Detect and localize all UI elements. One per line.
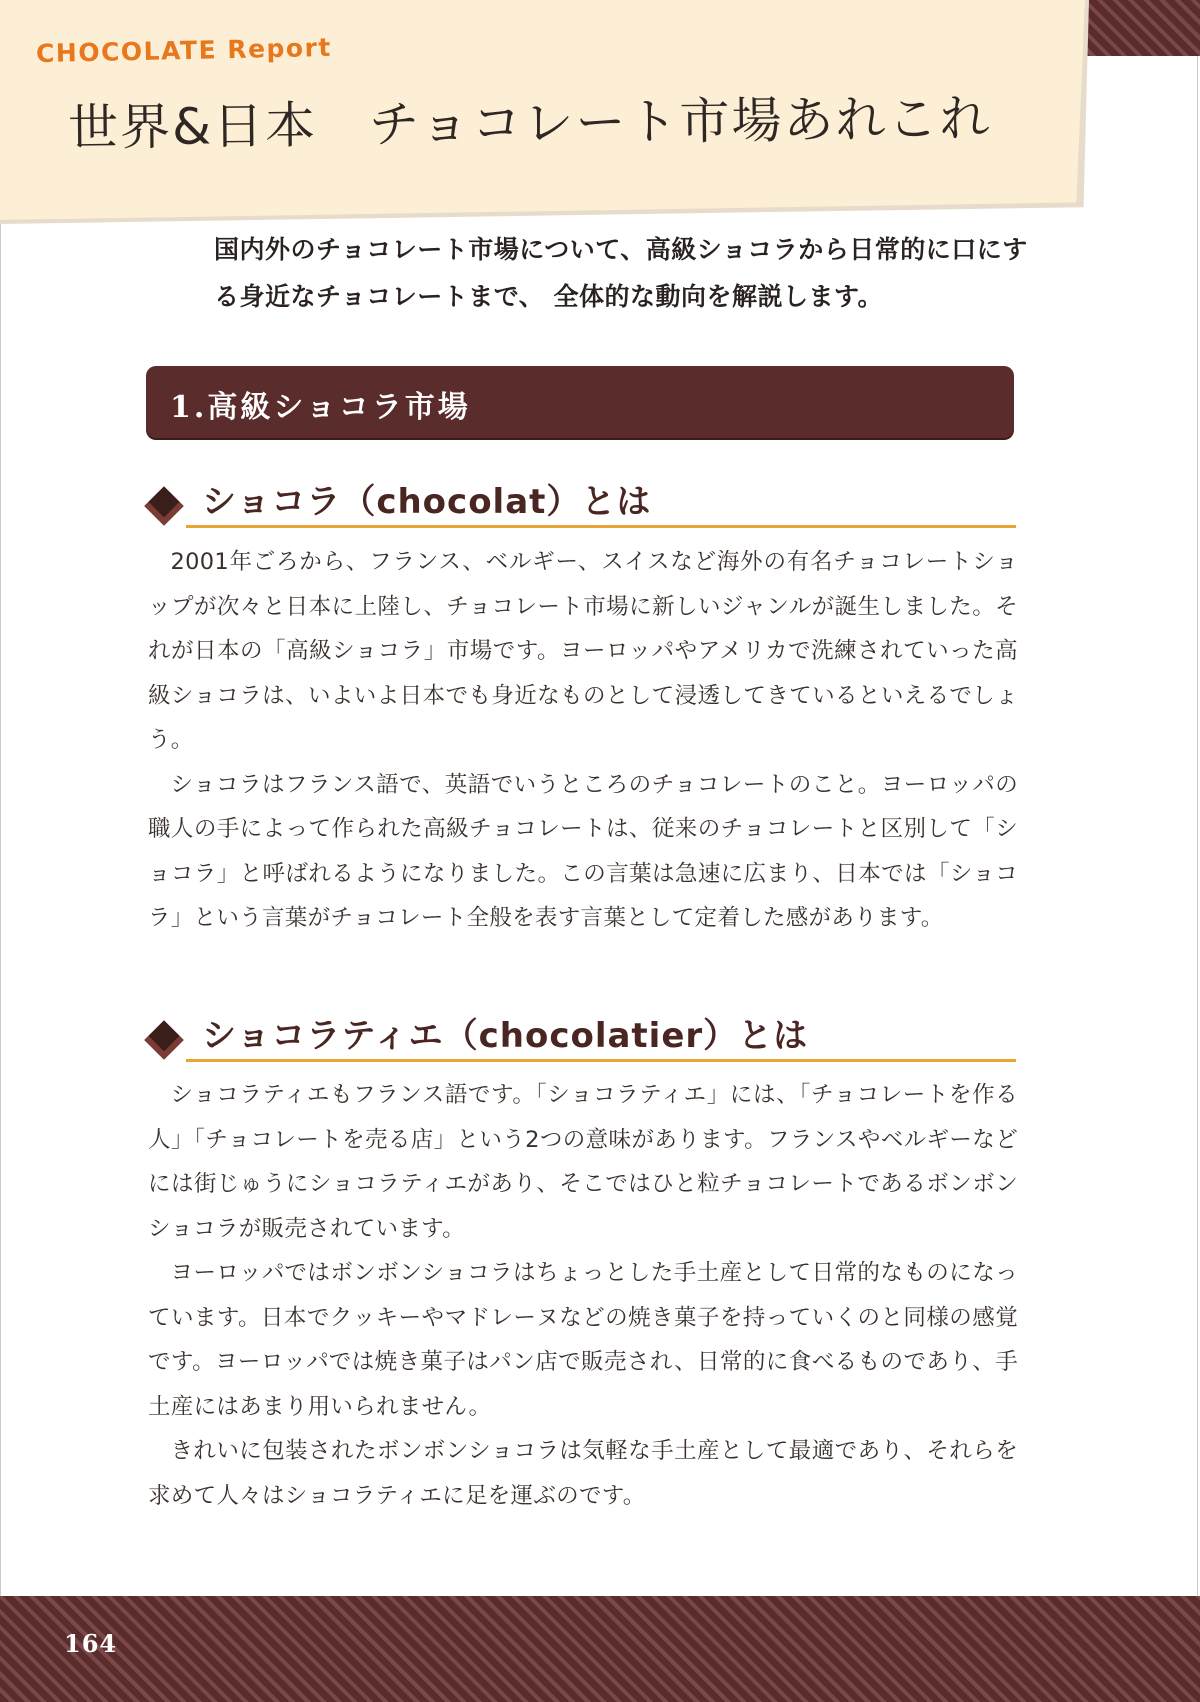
diamond-bullet-icon (144, 486, 184, 526)
page-title: 世界&日本 チョコレート市場あれこれ (67, 89, 992, 157)
subheading-rule (186, 525, 1016, 528)
lead-paragraph: 国内外のチョコレート市場について、高級ショコラから日常的に口にする身近なチョコレートまで、 全体的な動向を解説します。 (214, 235, 1028, 311)
subheading-text: ショコラ（chocolat）とは (202, 482, 652, 522)
paragraph: 2001年ごろから、フランス、ベルギー、スイスなど海外の有名チョコレートショップが次々と日本に上陸し、チョコレート市場に新しいジャンルが誕生しました。それが日本の「高級ショコラ」市場です。ヨーロッパやアメリカで洗練されていった高級ショコラは、いよいよ日本でも身近なものとして浸透してきているといえるでしょう。 (148, 549, 1018, 753)
paragraph: ショコラはフランス語で、英語でいうところのチョコレートのこと。ヨーロッパの職人の手によって作られた高級チョコレートは、従来のチョコレートと区別して「ショコラ」と呼ばれるようになりました。この言葉は急速に広まり、日本では「ショコラ」という言葉がチョコレート全般を表す言葉として定着した感があります。 (148, 771, 1018, 931)
subheading-rule (186, 1059, 1016, 1062)
section-header-bar (146, 366, 1014, 438)
subheading-chocolat (146, 474, 1016, 530)
footer-stripe-band (0, 1596, 1200, 1702)
page-number: 164 (64, 1629, 118, 1658)
subheading-chocolatier (146, 1008, 1016, 1064)
paragraph: きれいに包装されたボンボンショコラは気軽な手土産として最適であり、それらを求めて人々はショコラティエに足を運ぶのです。 (148, 1438, 1018, 1509)
body-chocolatier (148, 1073, 1018, 1518)
paragraph: ショコラティエもフランス語です。「ショコラティエ」には、「チョコレートを作る人」「チョコレートを売る店」という2つの意味があります。フランスやベルギーなどには街じゅうにショコラティエがあり、そこではひと粒チョコレートであるボンボンショコラが販売されています。 (148, 1082, 1018, 1242)
section-title: 1.高級ショコラ市場 (170, 390, 471, 425)
diamond-bullet-icon (144, 1020, 184, 1060)
paragraph: ヨーロッパではボンボンショコラはちょっとした手土産として日常的なものになっています。日本でクッキーやマドレーヌなどの焼き菓子を持っていくのと同様の感覚です。ヨーロッパでは焼き菓子はパン店で販売され、日常的に食べるものであり、手土産にはあまり用いられません。 (148, 1260, 1018, 1420)
subheading-text: ショコラティエ（chocolatier）とは (202, 1016, 809, 1056)
report-kicker: CHOCOLATE Report (35, 32, 333, 69)
body-chocolat (148, 540, 1018, 941)
